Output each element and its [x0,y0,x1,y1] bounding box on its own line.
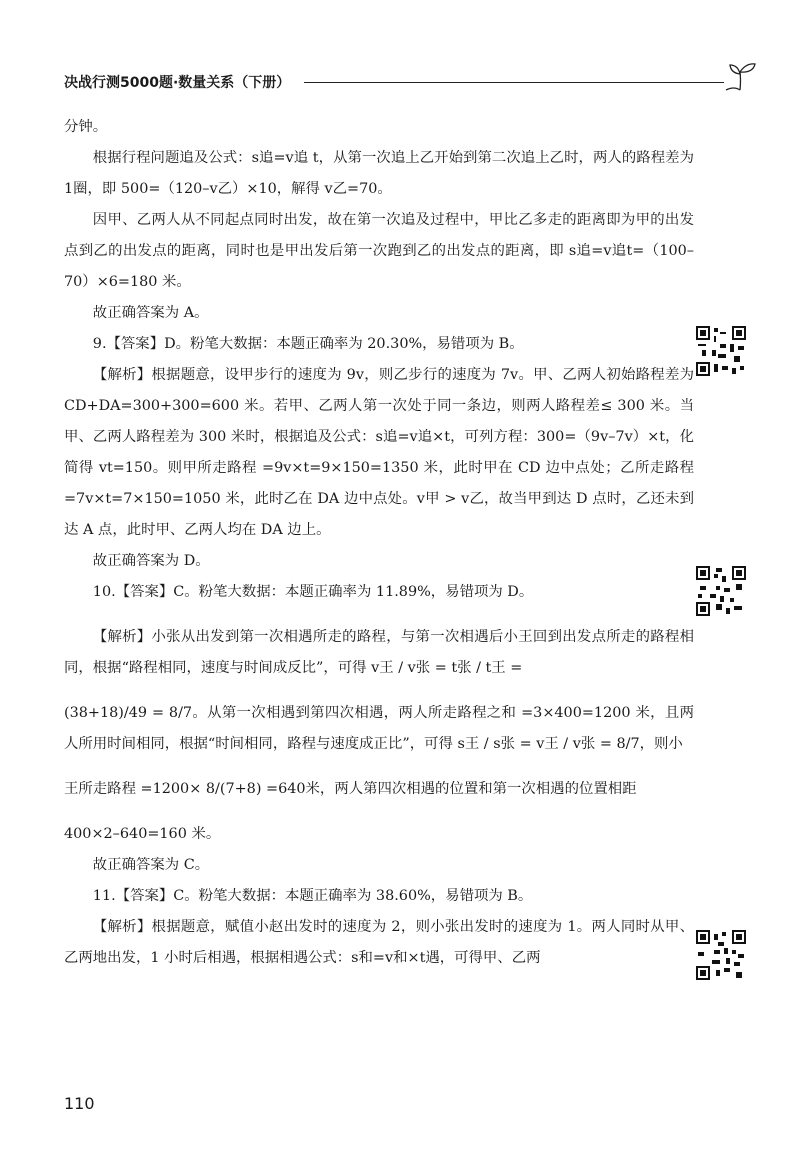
answer-line: 故正确答案为 D。 [92,553,210,569]
formula: v王 / v张 = t张 / t王 = [371,660,523,676]
formula: s王 / s张 = v王 / v张 = 8/7，则小 [457,736,683,752]
page-header [64,60,754,100]
page-number: 110 [64,1094,95,1113]
qr-code-icon[interactable] [696,326,746,376]
paragraph: 因甲、乙两人从不同起点同时出发，故在第一次追及过程中，甲比乙多走的距离即为甲的出发点到乙的出发点的距离，同时也是甲出发后第一次跑到乙的出发点的距离，即 s追=v追t=（100–70）×6=180 米。 [64,212,694,290]
sprout-icon [724,60,758,94]
answer-line: 故正确答案为 A。 [92,305,209,321]
analysis-q9: 【解析】根据题意，设甲步行的速度为 9v，则乙步行的速度为 7v。甲、乙两人初始路程差为 CD+DA=300+300=600 米。若甲、乙两人第一次处于同一条边，则两人路程差≤ 300 米。当甲、乙两人路程差为 300 米时，根据追及公式：s追=v追×t，可列方程：300=（9v–7v）×t，化简得 vt=150。则甲所走路程 =9v×t=9×150=1350 米，此时甲在 CD 边中点处；乙所走路程 =7v×t=7×150=1050 米，此时乙在 DA 边中点处。v甲 > v乙，故当甲到达 D 点时，乙还未到达 A 点，此时甲、乙两人均在 DA 边上。 [64,367,694,538]
analysis-text: 【解析】小张从出发到第一次相遇所走的路程，与第一次相遇后小王回到出发点所走的路程相同，根据“路程相同，速度与时间成反比”，可得 [64,629,694,676]
solution-text [64,112,694,974]
analysis-q10-part2 [64,698,694,760]
analysis-q10-part3: 王所走路程 =1200× 8/(7+8) =640米，两人第四次相遇的位置和第一次相遇的位置相距 [64,781,637,797]
qr-code-icon[interactable] [696,930,746,980]
qr-code-icon[interactable] [696,566,746,616]
header-rule [304,82,724,83]
analysis-q10-part1 [64,622,694,684]
paragraph: 分钟。 [64,119,108,135]
analysis-q11: 【解析】根据题意，赋值小赵出发时的速度为 2，则小张出发时的速度为 1。两人同时从甲、乙两地出发，1 小时后相遇，根据相遇公式：s和=v和×t遇，可得甲、乙两 [64,919,694,966]
analysis-q10-part4: 400×2–640=160 米。 [64,826,221,842]
answer-head-q10: 10.【答案】C。粉笔大数据：本题正确率为 11.89%，易错项为 D。 [92,584,534,600]
paragraph: 根据行程问题追及公式：s追=v追 t，从第一次追上乙开始到第二次追上乙时，两人的路程差为1圈，即 500=（120–v乙）×10，解得 v乙=70。 [64,150,694,197]
analysis-text: (38+18)/49 = 8/7。从第一次相遇到第四次相遇，两人所走路程之和 =3×400=1200 米，且两人所用时间相同，根据“时间相同，路程与速度成正比”，可得 [64,705,694,752]
answer-line: 故正确答案为 C。 [92,857,210,873]
answer-head-q11: 11.【答案】C。粉笔大数据：本题正确率为 38.60%，易错项为 B。 [92,888,533,904]
answer-head-q9: 9.【答案】D。粉笔大数据：本题正确率为 20.30%，易错项为 B。 [92,336,524,352]
header-title: 决战行测5000题·数量关系（下册） [64,75,291,91]
